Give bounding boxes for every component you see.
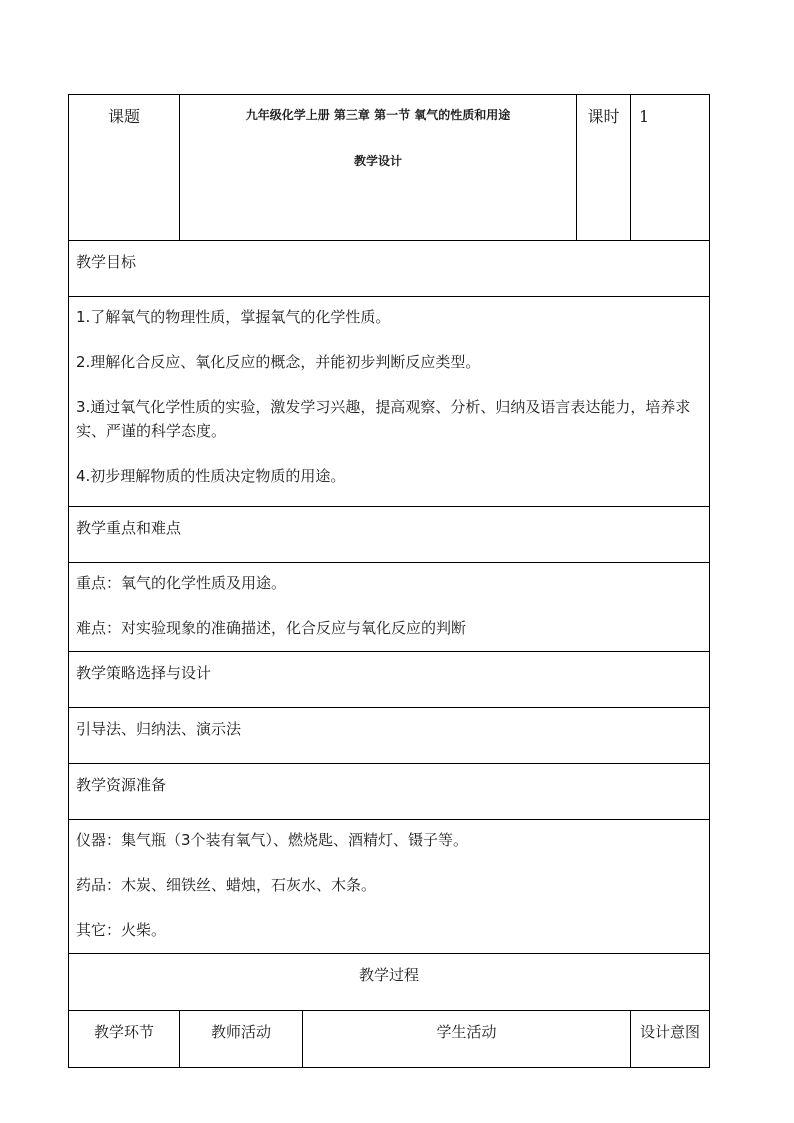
resource-item: 药品：木炭、细铁丝、蜡烛，石灰水、木条。	[76, 876, 377, 894]
class-hours-value: 1	[631, 95, 710, 241]
objective-item: 1.了解氧气的物理性质，掌握氧气的化学性质。	[76, 308, 391, 326]
resources-content-row	[69, 820, 710, 954]
lesson-title-line1: 九年级化学上册 第三章 第一节 氧气的性质和用途	[245, 108, 511, 122]
resources-heading: 教学资源准备	[69, 764, 710, 820]
objective-item: 3.通过氧气化学性质的实验，激发学习兴趣，提高观察、分析、归纳及语言表达能力，培养求实、严谨的科学态度。	[76, 398, 691, 440]
objective-item: 2.理解化合反应、氧化反应的概念，并能初步判断反应类型。	[76, 353, 481, 371]
resource-item: 其它：火柴。	[76, 921, 167, 939]
resources-heading-row	[69, 764, 710, 820]
key-points-heading: 教学重点和难点	[69, 507, 710, 563]
class-hours-label: 课时	[577, 95, 631, 241]
column-design-intent: 设计意图	[631, 1011, 710, 1068]
objectives-heading-row	[69, 241, 710, 297]
objectives-heading: 教学目标	[69, 241, 710, 297]
process-heading: 教学过程	[69, 954, 710, 1011]
objective-item: 4.初步理解物质的性质决定物质的用途。	[76, 467, 346, 485]
key-points-heading-row	[69, 507, 710, 563]
subject-label: 课题	[69, 95, 180, 241]
lesson-title	[180, 95, 577, 241]
title-row	[69, 95, 710, 241]
key-point-item: 重点：氧气的化学性质及用途。	[76, 574, 287, 592]
column-teaching-stage: 教学环节	[69, 1011, 180, 1068]
lesson-plan-table	[68, 94, 710, 1068]
lesson-title-line2: 教学设计	[354, 154, 403, 168]
strategy-heading: 教学策略选择与设计	[69, 652, 710, 708]
difficulty-item: 难点：对实验现象的准确描述，化合反应与氧化反应的判断	[76, 619, 467, 637]
column-student-activity: 学生活动	[303, 1011, 631, 1068]
process-heading-row	[69, 954, 710, 1011]
resource-item: 仪器：集气瓶（3个装有氧气）、燃烧匙、酒精灯、镊子等。	[76, 831, 469, 849]
strategy-content-row	[69, 708, 710, 764]
objectives-content-row	[69, 297, 710, 507]
strategy-text: 引导法、归纳法、演示法	[69, 708, 710, 764]
column-teacher-activity: 教师活动	[180, 1011, 303, 1068]
process-columns-row	[69, 1011, 710, 1068]
key-points-content-row	[69, 563, 710, 652]
strategy-heading-row	[69, 652, 710, 708]
